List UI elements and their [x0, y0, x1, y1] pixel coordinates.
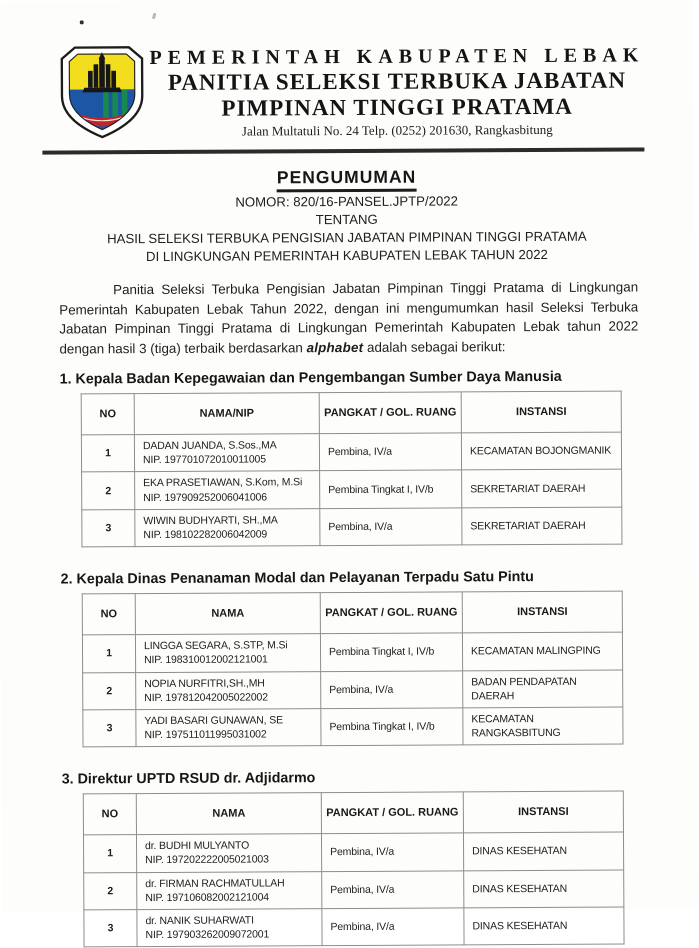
table-row [82, 632, 622, 672]
intro-emphasis: alphabet [306, 339, 364, 355]
committee-name-line2: PIMPINAN TINGGI PRATAMA [221, 93, 573, 121]
scan-speck [80, 20, 84, 24]
cell-no: 2 [83, 672, 136, 710]
person-nip: NIP. 197909252006041006 [143, 491, 267, 504]
cell-pangkat: Pembina, IV/a [321, 670, 463, 708]
cell-no: 2 [84, 872, 137, 910]
table-header-row [82, 591, 622, 635]
person-nip: NIP. 197812042005022002 [144, 691, 268, 704]
col-header-nama: NAMA [135, 593, 320, 635]
col-header-no: NO [83, 794, 136, 835]
person-nip: NIP. 197701072010011005 [142, 453, 266, 467]
cell-no: 3 [83, 709, 136, 747]
announcement-about: TENTANG [315, 211, 378, 228]
section-3 [62, 769, 649, 948]
cell-no: 3 [82, 509, 135, 547]
person-nip: NIP. 198102282006042009 [143, 528, 268, 542]
cell-pangkat: Pembina, IV/a [322, 870, 464, 908]
coat-of-arms-icon [60, 45, 144, 139]
cell-instansi: SEKRETARIAT DAERAH [462, 507, 622, 545]
table-row [81, 432, 621, 472]
col-header-pangkat: PANGKAT / GOL. RUANG [319, 392, 461, 434]
col-header-pangkat: PANGKAT / GOL. RUANG [321, 792, 463, 834]
col-header-pangkat: PANGKAT / GOL. RUANG [320, 592, 462, 634]
person-name: dr. BUDHI MULYANTO [145, 839, 250, 853]
cell-no: 1 [81, 435, 134, 473]
col-header-no: NO [82, 594, 135, 635]
table-row [83, 832, 623, 872]
scan-speck [152, 13, 157, 20]
cell-pangkat: Pembina Tingkat I, IV/b [320, 633, 462, 671]
cell-pangkat: Pembina, IV/a [321, 833, 463, 871]
col-header-instansi: INSTANSI [462, 591, 622, 633]
cell-instansi: SEKRETARIAT DAERAH [462, 470, 622, 508]
person-nip: NIP. 197106082002121004 [145, 891, 269, 904]
intro-paragraph [59, 278, 638, 359]
cell-no: 1 [82, 635, 135, 673]
committee-name-line1: PANITIA SELEKSI TERBUKA JABATAN [167, 67, 627, 95]
intro-text-before: Panitia Seleksi Terbuka Pengisian Jabatan Pimpinan Tinggi Pratama di Lingkungan Pemerintah Kabupaten Lebak Tahun 2022, dengan ini mengumumkan hasil Seleksi Terbuka Jabatan Pimpinan Tinggi Pratama di Lingkungan Pemerintah Kabupaten Lebak tahun 2022 dengan hasil 3 (tiga) terbaik berdasarkan [59, 279, 639, 357]
section-1-heading: 1. Kepala Badan Kepegawaian dan Pengembangan Sumber Daya Manusia [59, 369, 562, 388]
cell-nama [136, 671, 321, 709]
cell-nama [137, 909, 322, 947]
person-name: YADI BASARI GUNAWAN, SE [144, 714, 283, 727]
cell-instansi: BADAN PENDAPATAN DAERAH [463, 670, 623, 708]
section-3-results-table [83, 791, 625, 948]
cell-pangkat: Pembina Tingkat I, IV/b [321, 708, 463, 746]
cell-instansi: DINAS KESEHATAN [463, 832, 623, 870]
cell-instansi: KECAMATAN MALINGPING [462, 632, 622, 670]
cell-instansi: KECAMATAN RANGKASBITUNG [463, 707, 623, 745]
announcement-number: NOMOR: 820/16-PANSEL.JPTP/2022 [235, 193, 458, 210]
lebak-regency-emblem-logo [60, 45, 147, 144]
section-2-results-table [82, 591, 624, 748]
person-name: LINGGA SEGARA, S.STP, M.Si [143, 639, 288, 653]
cell-nama [135, 634, 320, 672]
letterhead [50, 42, 648, 141]
person-name: WIWIN BUDHYARTI, SH.,MA [143, 514, 278, 527]
table-header-row [81, 391, 621, 435]
cell-instansi: DINAS KESEHATAN [464, 907, 624, 945]
section-3-heading: 3. Direktur UPTD RSUD dr. Adjidarmo [61, 770, 316, 788]
col-header-no: NO [81, 394, 134, 435]
cell-no: 1 [83, 835, 136, 873]
section-1 [60, 369, 647, 548]
cell-pangkat: Pembina, IV/a [320, 508, 462, 546]
table-row [84, 907, 624, 947]
table-row [83, 670, 623, 710]
table-header-row [83, 791, 623, 835]
cell-pangkat: Pembina, IV/a [322, 908, 464, 946]
person-nip: NIP. 198310012002121001 [144, 653, 268, 667]
cell-nama [136, 834, 321, 872]
cell-nama [135, 471, 320, 509]
cell-nama [135, 508, 320, 546]
letterhead-divider [42, 147, 644, 154]
person-name: NOPIA NURFITRI,SH.,MH [144, 676, 265, 690]
letterhead-address: Jalan Multatuli No. 24 Telp. (0252) 201630, Rangkasbitung [241, 121, 553, 139]
cell-no: 3 [84, 909, 137, 947]
person-nip: NIP. 197202222005021003 [145, 853, 269, 867]
cell-pangkat: Pembina, IV/a [319, 433, 461, 471]
announcement-heading: PENGUMUMAN [277, 166, 416, 192]
table-row [82, 470, 622, 510]
intro-text-after: adalah sebagai berikut: [363, 338, 506, 355]
section-2 [61, 569, 648, 748]
cell-pangkat: Pembina Tingkat I, IV/b [320, 470, 462, 508]
col-header-nama: NAMA [136, 793, 321, 835]
section-2-heading: 2. Kepala Dinas Penanaman Modal dan Pelayanan Terpadu Satu Pintu [60, 569, 534, 588]
cell-instansi: DINAS KESEHATAN [464, 870, 624, 908]
person-name: DADAN JUANDA, S.Sos.,MA [142, 439, 277, 453]
announcement-subject-line2: DI LINGKUNGAN PEMERINTAH KABUPATEN LEBAK TAHUN 2022 [145, 247, 548, 265]
cell-nama [134, 434, 319, 472]
cell-no: 2 [82, 472, 135, 510]
announcement-subject-line1: HASIL SELEKSI TERBUKA PENGISIAN JABATAN PIMPINAN TINGGI PRATAMA [107, 228, 587, 247]
person-name: EKA PRASETIAWAN, S.Kom, M.Si [143, 476, 303, 490]
table-row [83, 707, 623, 747]
section-1-results-table [81, 391, 623, 548]
col-header-instansi: INSTANSI [461, 391, 621, 433]
col-header-instansi: INSTANSI [463, 791, 623, 833]
letterhead-text [146, 42, 648, 139]
col-header-nama: NAMA/NIP [134, 393, 319, 435]
table-row [82, 507, 622, 547]
cell-instansi: KECAMATAN BOJONGMANIK [461, 432, 621, 470]
person-name: dr. FIRMAN RACHMATULLAH [145, 876, 285, 890]
government-name: PEMERINTAH KABUPATEN LEBAK [149, 44, 645, 70]
table-row [84, 870, 624, 910]
person-nip: NIP. 197903262009072001 [145, 928, 270, 942]
cell-nama [137, 871, 322, 909]
announcement-title-block [0, 164, 695, 266]
person-nip: NIP. 197511011995031002 [144, 728, 267, 742]
cell-nama [136, 708, 321, 746]
person-name: dr. NANIK SUHARWATI [145, 914, 254, 927]
